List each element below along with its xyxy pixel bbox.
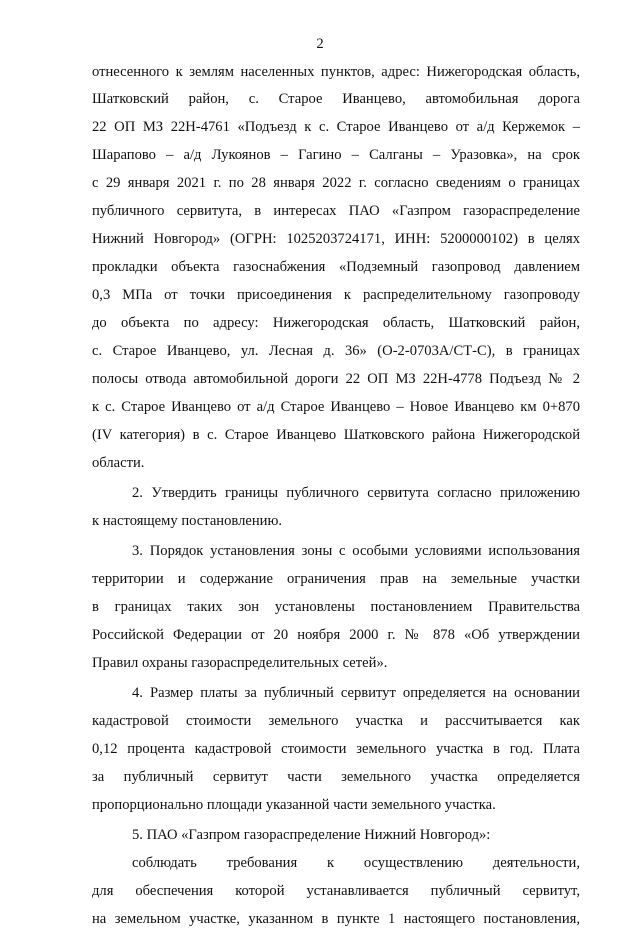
text-line: 5. ПАО «Газпром газораспределение Нижний Новгород»: bbox=[132, 827, 491, 843]
text-line: до объекта по адресу: Нижегородская область, Шатковский район, bbox=[92, 315, 580, 331]
text-line: Шарапово – а/д Лукоянов – Гагино – Салганы – Уразовка», на срок bbox=[92, 147, 580, 163]
text-line: с. Старое Иванцево, ул. Лесная д. 36» (О-2-0703А/СТ-С), в границах bbox=[92, 343, 580, 359]
text-line: за публичный сервитут части земельного участка определяется bbox=[92, 769, 580, 785]
text-line: с 29 января 2021 г. по 28 января 2022 г. согласно сведениям о границах bbox=[92, 175, 580, 191]
text-line: Нижний Новгород» (ОГРН: 1025203724171, ИНН: 5200000102) в целях bbox=[92, 231, 580, 247]
text-line: пропорционально площади указанной части земельного участка. bbox=[92, 797, 496, 813]
text-line: (IV категория) в с. Старое Иванцево Шатковского района Нижегородской bbox=[92, 427, 580, 443]
text-line: в границах таких зон установлены постановлением Правительства bbox=[92, 599, 580, 615]
page-number: 2 bbox=[316, 36, 324, 52]
text-line: 22 ОП МЗ 22Н-4761 «Подъезд к с. Старое Иванцево от а/д Кержемок – bbox=[92, 119, 580, 135]
text-line: соблюдать требования к осуществлению деятельности, bbox=[132, 855, 580, 871]
text-line: Российской Федерации от 20 ноября 2000 г. № 878 «Об утверждении bbox=[92, 627, 580, 643]
text-line: отнесенного к землям населенных пунктов, адрес: Нижегородская область, bbox=[92, 64, 580, 80]
text-line: кадастровой стоимости земельного участка и рассчитывается как bbox=[92, 713, 580, 729]
text-line: территории и содержание ограничения прав на земельные участки bbox=[92, 571, 580, 587]
text-line: к настоящему постановлению. bbox=[92, 513, 283, 529]
text-line: 0,12 процента кадастровой стоимости земельного участка в год. Плата bbox=[92, 741, 580, 757]
text-line: 0,3 МПа от точки присоединения к распределительному газопроводу bbox=[92, 287, 580, 303]
text-line: 4. Размер платы за публичный сервитут определяется на основании bbox=[132, 685, 580, 701]
text-line: Правил охраны газораспределительных сетей». bbox=[92, 655, 388, 671]
text-line: Шатковский район, с. Старое Иванцево, автомобильная дорога bbox=[92, 91, 580, 107]
text-line: полосы отвода автомобильной дороги 22 ОП МЗ 22Н-4778 Подъезд № 2 bbox=[92, 371, 580, 387]
text-line: области. bbox=[92, 455, 145, 471]
text-line: для обеспечения которой устанавливается публичный сервитут, bbox=[92, 883, 580, 899]
text-line: 3. Порядок установления зоны с особыми условиями использования bbox=[132, 543, 580, 559]
text-line: на земельном участке, указанном в пункте 1 настоящего постановления, bbox=[92, 911, 580, 927]
text-line: публичного сервитута, в интересах ПАО «Газпром газораспределение bbox=[92, 203, 580, 219]
text-line: 2. Утвердить границы публичного сервитута согласно приложению bbox=[132, 485, 580, 501]
text-line: прокладки объекта газоснабжения «Подземный газопровод давлением bbox=[92, 259, 580, 275]
text-line: к с. Старое Иванцево от а/д Старое Иванцево – Новое Иванцево км 0+870 bbox=[92, 399, 580, 415]
